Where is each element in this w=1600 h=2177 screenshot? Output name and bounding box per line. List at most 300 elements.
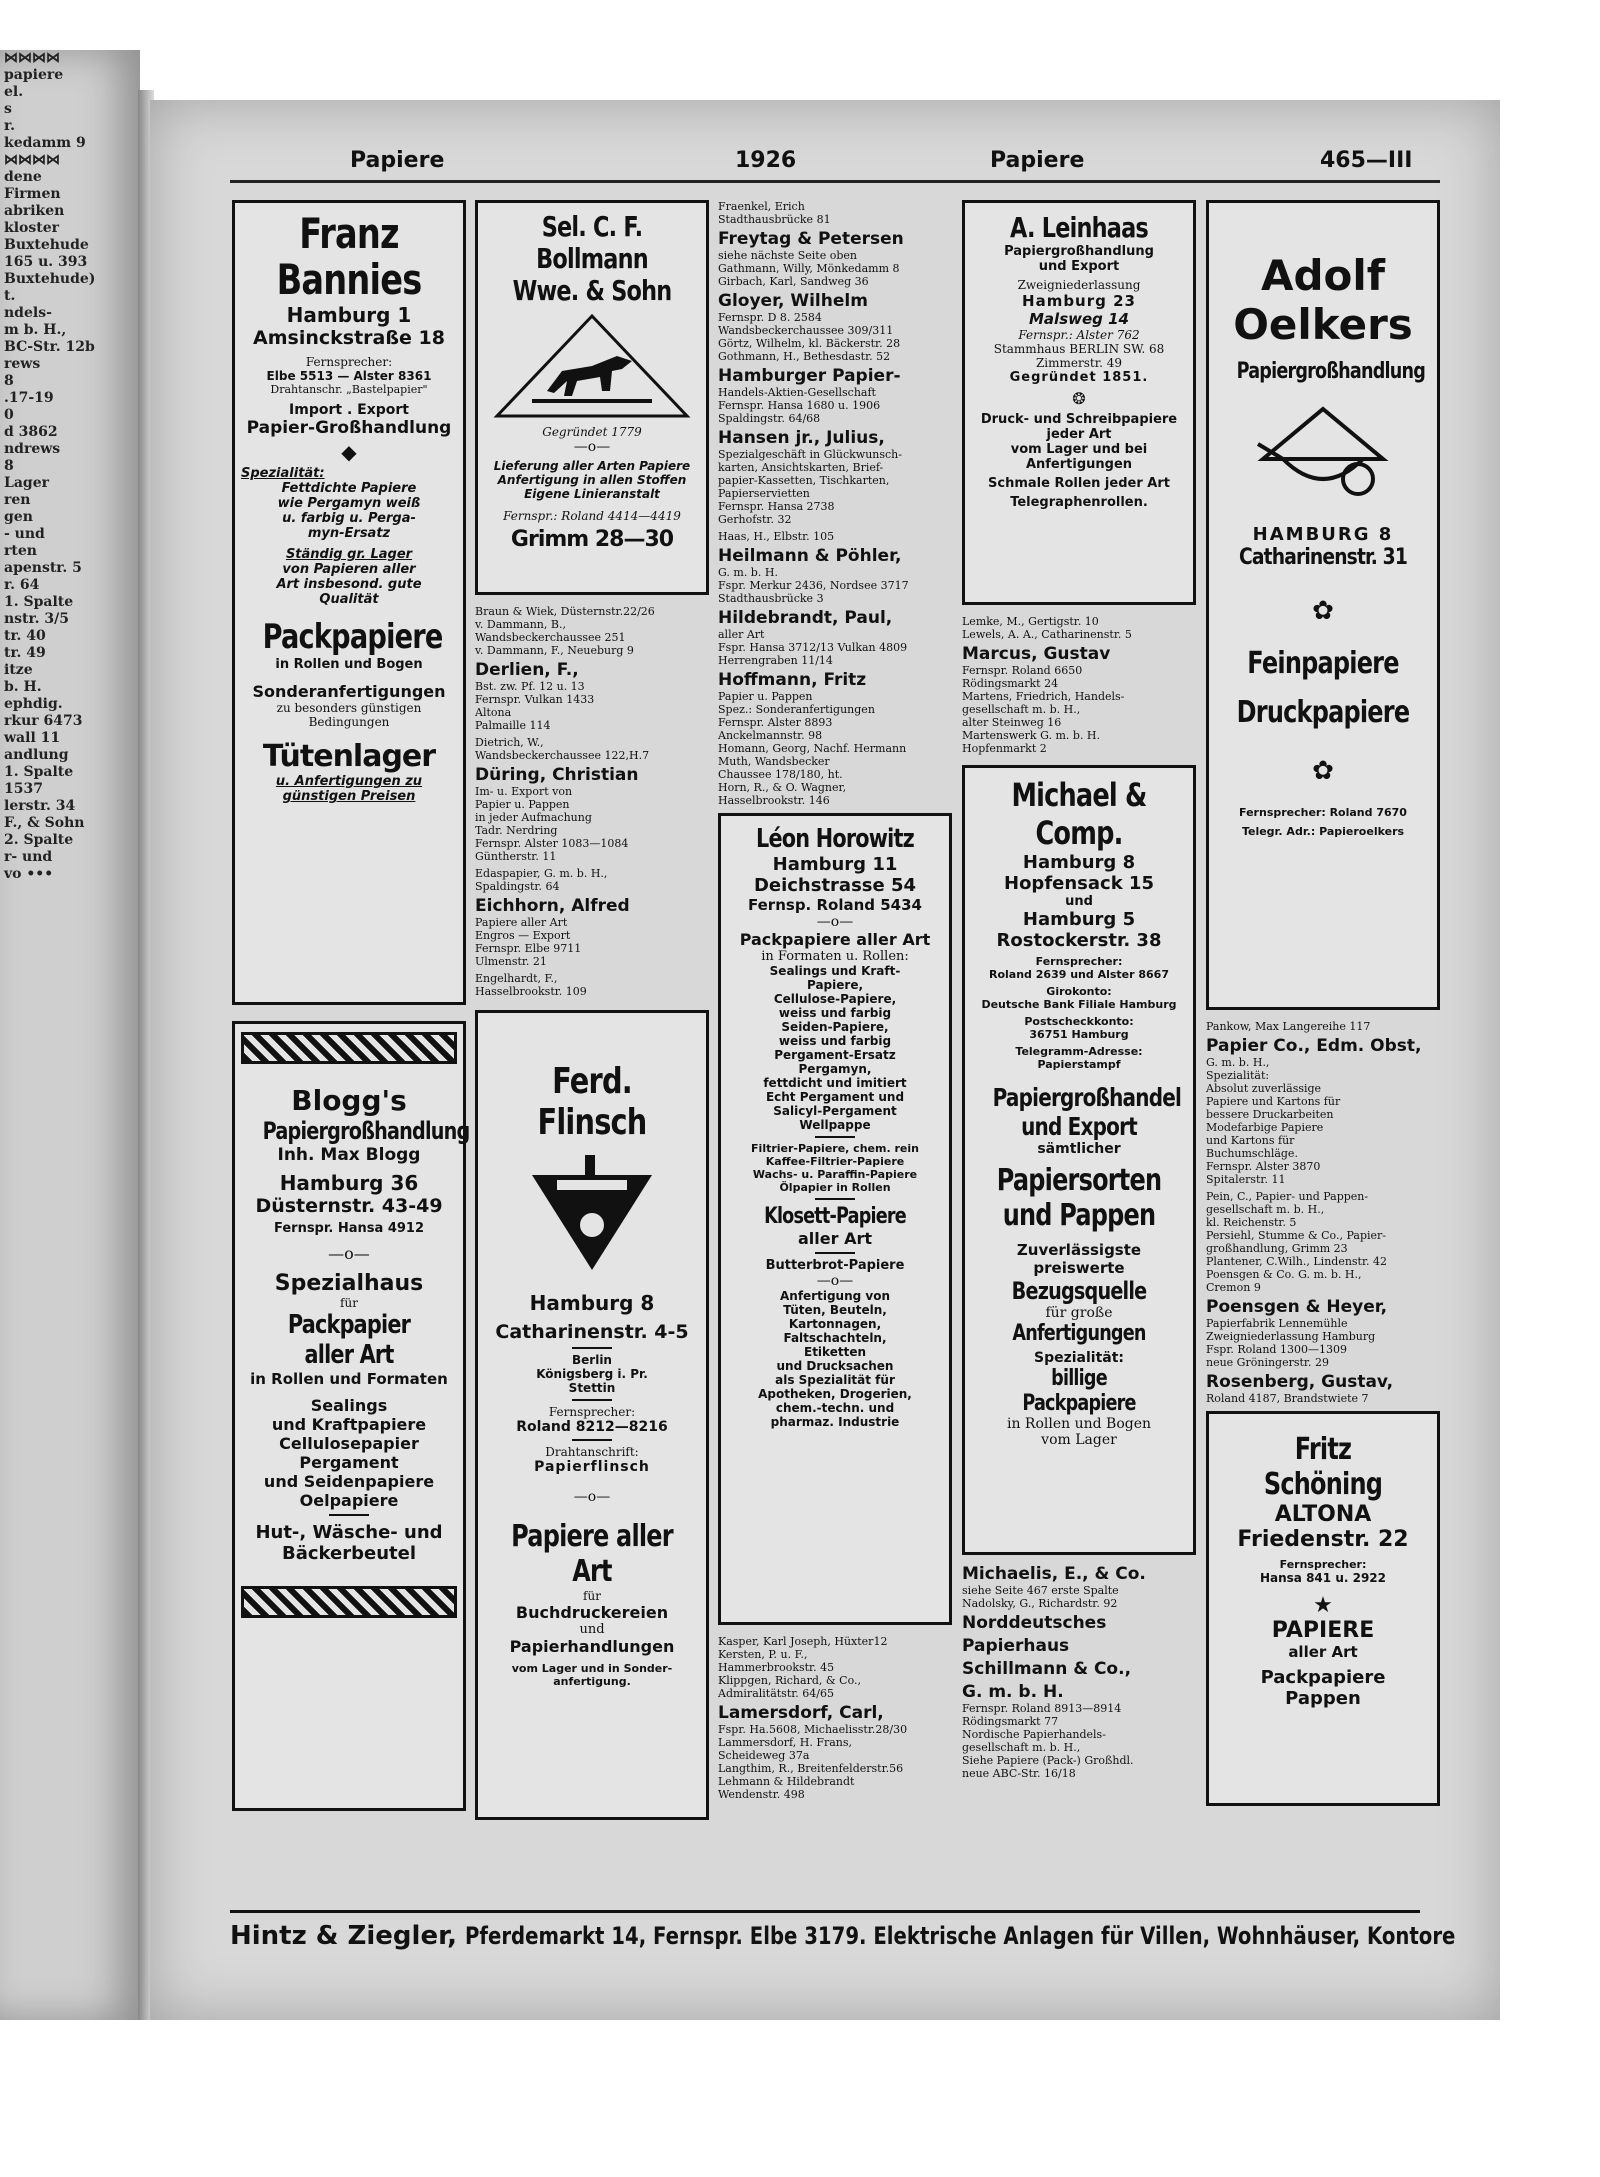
trade: Papiergroßhandel: [992, 1083, 1182, 1112]
product-item: Pergament-Ersatz: [774, 1048, 896, 1062]
previous-page-line: ndels-: [4, 305, 52, 321]
previous-page-line: tr. 40: [4, 628, 46, 644]
phone: Fernsprecher: Roland 7670: [1239, 806, 1407, 819]
directory-entry: [962, 615, 1196, 641]
forms-line: in Formaten u. Rollen:: [761, 949, 909, 964]
entry-line: Martens, Friedrich, Handels-: [962, 690, 1125, 703]
entry-line: Girbach, Karl, Sandweg 36: [718, 275, 869, 288]
entry-name: Heilmann & Pöhler,: [718, 546, 902, 566]
flinsch-shield-logo: [527, 1155, 657, 1275]
specialty-line: u. farbig u. Perga-: [282, 511, 416, 526]
divider: [572, 1399, 612, 1401]
listing-group: [475, 605, 709, 998]
phone: Elbe 5513 — Alster 8361: [266, 369, 432, 383]
filter-item: Kaffee-Filtrier-Papiere: [765, 1155, 905, 1168]
street: Catharinenstr. 31: [1239, 545, 1407, 570]
entry-line: Plantener, C.Wilh., Lindenstr. 42: [1206, 1255, 1388, 1268]
text-line: Papierhandlungen: [509, 1637, 675, 1656]
directory-entry: [962, 1565, 1196, 1610]
entry-line: Fernspr. D 8. 2584: [718, 311, 822, 324]
manufacturing-item: Etiketten: [804, 1345, 866, 1359]
company-name: Ferd. Flinsch: [537, 1061, 647, 1143]
entry-line: Cremon 9: [1206, 1281, 1261, 1294]
entry-line: Kasper, Karl Joseph, Hüxter12: [718, 1635, 888, 1648]
phone-label: Fernsprecher:: [1035, 955, 1123, 968]
previous-page-line: kedamm 9: [4, 135, 86, 151]
previous-page-line: ren: [4, 492, 31, 508]
text-line: Schmale Rollen jeder Art: [988, 476, 1170, 491]
street: Friedenstr. 22: [1237, 1527, 1409, 1552]
entry-line: Wandsbeckerchaussee 251: [475, 631, 626, 644]
cart-logo: [1253, 404, 1393, 504]
entry-line: Papierfabrik Lennemühle: [1206, 1317, 1348, 1330]
previous-page-line: tr. 49: [4, 645, 46, 661]
print-paper-heading: Druckpapiere: [1236, 695, 1410, 730]
product-item: weiss und farbig: [778, 1034, 892, 1048]
text-line: in Rollen und Bogen: [1006, 1416, 1152, 1432]
owner: Inh. Max Blogg: [277, 1145, 421, 1165]
product-item: und Kraftpapiere: [271, 1415, 427, 1434]
ornament: —o—: [816, 914, 854, 930]
ornament: —o—: [573, 439, 611, 455]
column-5: [1206, 200, 1440, 1816]
entry-name: Eichhorn, Alfred: [475, 896, 630, 916]
entry-line: karten, Ansichtskarten, Brief-: [718, 461, 884, 474]
city: ALTONA: [1274, 1502, 1372, 1527]
entry-line: Fernspr. Elbe 9711: [475, 942, 582, 955]
city: HAMBURG 8: [1252, 524, 1394, 545]
company-name: Léon Horowitz: [756, 824, 914, 854]
footer-advertisement: [230, 1910, 1456, 1951]
previous-page-line: ephdig.: [4, 696, 63, 712]
previous-page-line: BC-Str. 12b: [4, 339, 95, 355]
entry-line: Im- u. Export von: [475, 785, 573, 798]
product-item: Seiden-Papiere,: [781, 1020, 889, 1034]
text-line: Druck- und Schreibpapiere: [980, 412, 1178, 427]
previous-page-line: - und: [4, 526, 45, 542]
header-right: Papiere: [990, 148, 1085, 173]
street: Amsinckstraße 18: [253, 327, 445, 349]
source-heading: Bezugsquelle: [1011, 1277, 1147, 1305]
entry-line: Fernspr. Hansa 2738: [718, 500, 835, 513]
telegram: Telegr. Adr.: Papieroelkers: [1241, 825, 1405, 838]
flower-ornament-icon: ✿: [1312, 596, 1334, 626]
entry-line: Rödingsmarkt 24: [962, 677, 1059, 690]
giro: Deutsche Bank Filiale Hamburg: [981, 998, 1177, 1011]
branch-list: [484, 1353, 700, 1395]
directory-entry: [718, 1635, 952, 1700]
product-item: Pergamyn,: [798, 1062, 872, 1076]
previous-page-line: Buxtehude: [4, 237, 89, 253]
text-line: vom Lager und bei: [1010, 442, 1148, 457]
phone: Fernsp. Roland 5434: [748, 896, 922, 914]
entry-line: Lammersdorf, H. Frans,: [718, 1736, 852, 1749]
branch: Stettin: [568, 1381, 616, 1395]
entry-name: Gloyer, Wilhelm: [718, 291, 868, 311]
city: Hamburg 23: [1022, 292, 1136, 310]
bags-line: günstigen Preisen: [282, 789, 416, 804]
entry-line: bessere Druckarbeiten: [1206, 1108, 1334, 1121]
product-item: und Seidenpapiere: [263, 1472, 435, 1491]
entry-name: Poensgen & Heyer,: [1206, 1297, 1388, 1317]
entry-line: Spezialgeschäft in Glückwunsch-: [718, 448, 902, 461]
divider: [572, 1439, 612, 1441]
directory-entry: [718, 1704, 952, 1801]
entry-line: Papier u. Pappen: [475, 798, 570, 811]
previous-page-line: kloster: [4, 220, 59, 236]
pack-subline: in Rollen und Bogen: [275, 657, 423, 672]
ad-leon-horowitz: [718, 813, 952, 1625]
entry-line: gesellschaft m. b. H.,: [1206, 1203, 1325, 1216]
entry-line: Papierservietten: [718, 487, 810, 500]
directory-entry: [1206, 1373, 1440, 1405]
entry-line: Engros — Export: [475, 929, 571, 942]
manufacturing-item: Faltschachteln,: [783, 1331, 887, 1345]
street: Hopfensack 15: [1004, 873, 1154, 894]
flower-ornament-icon: ✿: [1312, 756, 1334, 786]
previous-page-line: d 3862: [4, 424, 58, 440]
sorts-heading-2: und Pappen: [1002, 1198, 1156, 1233]
previous-page-line: rten: [4, 543, 37, 559]
bags-line: u. Anfertigungen zu: [275, 774, 423, 789]
previous-page-line: 8: [4, 458, 14, 474]
divider: [572, 1347, 612, 1349]
entry-line: Spezialität:: [1206, 1069, 1270, 1082]
stock-line: Art insbesond. gute: [276, 577, 422, 592]
phone: Roland 2639 und Alster 8667: [989, 968, 1169, 981]
previous-page-line: 2. Spalte: [4, 832, 74, 848]
entry-line: Modefarbige Papiere: [1206, 1121, 1324, 1134]
previous-page-line: 0: [4, 407, 14, 423]
phone: Fernspr.: Roland 4414—4419: [503, 509, 681, 523]
entry-line: Fspr. Merkur 2436, Nordsee 3717: [718, 579, 909, 592]
listing-group: [718, 1635, 952, 1801]
trade-line-2: und Export: [1038, 259, 1120, 274]
entry-line: Chaussee 178/180, ht.: [718, 768, 843, 781]
header-left: Papiere: [350, 148, 445, 173]
entry-line: Dietrich, W.,: [475, 736, 544, 749]
entry-line: Klippgen, Richard, & Co.,: [718, 1674, 861, 1687]
phone: Fernspr.: Alster 762: [1018, 328, 1140, 342]
text-line: für große: [1045, 1305, 1113, 1321]
entry-line: papier-Kassetten, Tischkarten,: [718, 474, 890, 487]
headquarters-street: Zimmerstr. 49: [1035, 356, 1123, 370]
entry-line: Stadthausbrücke 3: [718, 592, 824, 605]
company-name-line-2: Wwe. & Sohn: [512, 274, 672, 307]
previous-page-line: 1537: [4, 781, 43, 797]
entry-line: Hasselbrookstr. 109: [475, 985, 587, 998]
text-line: anfertigung.: [553, 1675, 631, 1688]
entry-line: Fernspr. Roland 8913—8914: [962, 1702, 1122, 1715]
ornament: —o—: [328, 1244, 370, 1263]
entry-line: Lehmann & Hildebrandt: [718, 1775, 855, 1788]
phone-label: Fernsprecher:: [548, 1405, 636, 1419]
custom-line: zu besonders günstigen: [276, 701, 422, 715]
manufacturing-item: als Spezialität für: [775, 1373, 895, 1387]
entry-line: Braun & Wiek, Düsternstr.22/26: [475, 605, 655, 618]
entry-line: Herrengraben 11/14: [718, 654, 833, 667]
listing-group: [962, 615, 1196, 755]
entry-line: Persiehl, Stumme & Co., Papier-: [1206, 1229, 1386, 1242]
custom-line: Bedingungen: [308, 715, 390, 729]
previous-page-line: itze: [4, 662, 33, 678]
directory-entry: [1206, 1020, 1440, 1033]
product-item: Papiere,: [806, 978, 864, 992]
founded: Gegründet 1779: [542, 425, 642, 439]
entry-line: Scheideweg 37a: [718, 1749, 810, 1762]
company-name: Adolf: [1260, 251, 1386, 300]
telegram: Drahtanschr. „Bastelpapier": [270, 383, 428, 396]
product-item: fettdicht und imitiert: [763, 1076, 907, 1090]
directory-entry: [475, 897, 709, 968]
entry-line: Spitalerstr. 11: [1206, 1173, 1286, 1186]
entry-line: v. Dammann, F., Neueburg 9: [475, 644, 634, 657]
founded: Gegründet 1851.: [1009, 370, 1149, 385]
directory-entry: [475, 736, 709, 762]
entry-line: Fernspr. Alster 8893: [718, 716, 833, 729]
extra-line: Hut-, Wäsche- und: [255, 1522, 443, 1543]
specialty-line: Fettdichte Papiere: [281, 481, 417, 496]
company-name: Fritz Schöning: [1263, 1432, 1383, 1502]
entry-line: Poensgen & Co. G. m. b. H.,: [1206, 1268, 1362, 1281]
entry-line: aller Art: [718, 628, 765, 641]
header-rule: [230, 180, 1440, 183]
custom-heading: Sonderanfertigungen: [252, 682, 446, 701]
entry-name: Düring, Christian: [475, 765, 639, 785]
manufacturing-item: und Drucksachen: [776, 1359, 894, 1373]
page-header: [150, 148, 1500, 174]
entry-line: Muth, Wandsbecker: [718, 755, 830, 768]
previous-page-line: andlung: [4, 747, 69, 763]
company-name: Sel. C. F. Bollmann: [536, 210, 648, 275]
entry-line: Wendenstr. 498: [718, 1788, 805, 1801]
telegram: Papierstampf: [1037, 1058, 1121, 1071]
city: Hamburg 8: [1022, 852, 1136, 873]
entry-line: Hasselbrookstr. 146: [718, 794, 830, 807]
city: Hamburg 1: [286, 303, 412, 327]
directory-entry: [475, 661, 709, 732]
previous-page-line: nstr. 3/5: [4, 611, 69, 627]
ad-bloggs: [232, 1021, 470, 1811]
previous-page-fragment: [0, 50, 140, 2020]
directory-entry: [718, 609, 952, 667]
previous-page-line: 8: [4, 373, 14, 389]
manufacturing-item: Kartonnagen,: [788, 1317, 882, 1331]
entry-name: Lamersdorf, Carl,: [718, 1703, 884, 1723]
headquarters: Stammhaus BERLIN SW. 68: [993, 342, 1165, 356]
previous-page-line: lerstr. 34: [4, 798, 76, 814]
entry-line: und Kartons für: [1206, 1134, 1295, 1147]
text-line: Eigene Linieranstalt: [524, 487, 660, 501]
closet-line: aller Art: [798, 1229, 872, 1248]
text-line: sämtlicher: [1037, 1141, 1121, 1157]
entry-line: Fspr. Roland 1300—1309: [1206, 1343, 1347, 1356]
and-label: und: [1065, 894, 1093, 909]
pappen-heading: Pappen: [1285, 1688, 1361, 1709]
product-item: Sealings: [310, 1396, 388, 1415]
entry-line: Nadolsky, G., Richardstr. 92: [962, 1597, 1118, 1610]
entry-line: Gathmann, Willy, Mönkedamm 8: [718, 262, 900, 275]
postal-check: 36751 Hamburg: [1029, 1028, 1129, 1041]
text-line: preiswerte: [1033, 1259, 1125, 1277]
directory-entry: [962, 1637, 1196, 1656]
entry-line: Buchumschläge.: [1206, 1147, 1298, 1160]
previous-page-line: ⋈⋈⋈⋈: [4, 152, 60, 168]
entry-line: Wandsbeckerchaussee 309/311: [718, 324, 894, 337]
entry-line: Papier u. Pappen: [718, 690, 813, 703]
orders-heading: Anfertigungen: [1012, 1321, 1146, 1346]
filter-item: Ölpapier in Rollen: [779, 1181, 891, 1194]
previous-page-line: Lager: [4, 475, 49, 491]
entry-name: G. m. b. H.: [962, 1682, 1064, 1702]
telegram: Papierflinsch: [534, 1459, 650, 1475]
entry-line: Fraenkel, Erich: [718, 200, 805, 213]
column-1: [232, 200, 470, 1821]
ad-leinhaas: [962, 200, 1196, 605]
manufacturing-item: Tüten, Beuteln,: [783, 1303, 887, 1317]
entry-line: Fernspr. Hansa 1680 u. 1906: [718, 399, 881, 412]
listing-group: [718, 200, 952, 807]
specialty-label: Spezialität:: [1033, 1350, 1125, 1366]
city: Hamburg 36: [279, 1171, 419, 1195]
entry-line: Güntherstr. 11: [475, 850, 557, 863]
phone-label: Fernsprecher:: [1279, 1558, 1367, 1571]
special-heading: Spezialhaus: [274, 1271, 424, 1296]
entry-line: Spaldingstr. 64: [475, 880, 560, 893]
stock-line: von Papieren aller: [282, 562, 416, 577]
manufacturing-list: [727, 1289, 943, 1429]
entry-name: Michaelis, E., & Co.: [962, 1564, 1146, 1584]
product-item: Oelpapiere: [299, 1491, 399, 1510]
entry-name: Freytag & Petersen: [718, 229, 904, 249]
directory-entry: [1206, 1298, 1440, 1369]
entry-line: gesellschaft m. b. H.,: [962, 1741, 1081, 1754]
entry-line: Fernspr. Alster 3870: [1206, 1160, 1321, 1173]
entry-line: Absolut zuverlässige: [1206, 1082, 1322, 1095]
text-line: aller Art: [1288, 1643, 1358, 1661]
entry-name: Rosenberg, Gustav,: [1206, 1372, 1394, 1392]
previous-page-line: 1. Spalte: [4, 594, 74, 610]
previous-page-line: vo •••: [4, 866, 54, 882]
previous-page-line: papiere: [4, 67, 64, 83]
extra-line: Bäckerbeutel: [282, 1543, 416, 1564]
directory-entry: [962, 1614, 1196, 1633]
pack-heading: Packpapiere aller Art: [739, 930, 931, 949]
directory-page: [150, 100, 1500, 2020]
entry-line: Bst. zw. Pf. 12 u. 13: [475, 680, 585, 693]
entry-line: Gothmann, H., Bethesdastr. 52: [718, 350, 891, 363]
entry-line: G. m. b. H.,: [1206, 1056, 1270, 1069]
previous-page-line: apenstr. 5: [4, 560, 82, 576]
text-line: Telegraphenrollen.: [1010, 495, 1148, 510]
phone-label: Fernsprecher:: [305, 355, 393, 369]
directory-entry: [718, 429, 952, 526]
text-line: Zuverlässigste: [1016, 1241, 1142, 1259]
entry-line: Palmaille 114: [475, 719, 551, 732]
entry-line: Gerhofstr. 32: [718, 513, 792, 526]
previous-page-line: 165 u. 393: [4, 254, 88, 270]
entry-line: Horn, R., & O. Wagner,: [718, 781, 847, 794]
entry-line: in jeder Aufmachung: [475, 811, 592, 824]
text-line: Buchdruckereien: [515, 1603, 669, 1622]
ornament-icon: ❂: [1072, 389, 1086, 408]
company-name: Franz Bannies: [276, 209, 422, 304]
product-list: [727, 964, 943, 1132]
directory-entry: [475, 605, 709, 657]
previous-page-line: r- und: [4, 849, 53, 865]
listing-group: [1206, 1020, 1440, 1405]
entry-line: kl. Reichenstr. 5: [1206, 1216, 1297, 1229]
branch-label: Zweigniederlassung: [1017, 278, 1141, 292]
product-list: [241, 1396, 457, 1510]
entry-line: Fernspr. Roland 6650: [962, 664, 1083, 677]
company-name: Michael & Comp.: [1011, 776, 1147, 852]
trade-line-2: und Export: [1021, 1112, 1137, 1141]
entry-line: Handels-Aktien-Gesellschaft: [718, 386, 876, 399]
entry-name: Schillmann & Co.,: [962, 1659, 1132, 1679]
product-item: Wellpappe: [799, 1118, 871, 1132]
company-name: Blogg's: [291, 1084, 407, 1117]
postal-check-label: Postscheckkonto:: [1024, 1015, 1134, 1028]
specialty-label: Spezialität:: [241, 466, 325, 481]
previous-page-line: dene: [4, 169, 42, 185]
telegram-label: Drahtanschrift:: [545, 1445, 639, 1459]
phone: Hansa 841 u. 2922: [1259, 1571, 1386, 1585]
text-line: Lieferung aller Arten Papiere: [493, 459, 691, 473]
entry-line: Fernspr. Alster 1083—1084: [475, 837, 629, 850]
company-name: A. Leinhaas: [1010, 211, 1148, 244]
previous-page-line: r. 64: [4, 577, 40, 593]
product-item: Sealings und Kraft-: [769, 964, 901, 978]
column-2: [475, 200, 709, 1830]
giro-label: Girokonto:: [1046, 985, 1112, 998]
trade: Papiergroßhandlung: [262, 1117, 470, 1145]
text-line: und: [579, 1622, 605, 1637]
company-name-line-2: Oelkers: [1233, 300, 1413, 349]
previous-page-line: m b. H.,: [4, 322, 67, 338]
city-2: Hamburg 5: [1022, 909, 1136, 930]
previous-page-line: el.: [4, 84, 24, 100]
ornament: —o—: [816, 1273, 854, 1289]
entry-line: Admiralitätstr. 64/65: [718, 1687, 834, 1700]
text-line: vom Lager: [1041, 1432, 1117, 1448]
entry-line: alter Steinweg 16: [962, 716, 1062, 729]
pack-subline: in Rollen und Formaten: [250, 1370, 448, 1388]
street: Grimm 28—30: [510, 527, 674, 552]
column-3: [718, 200, 952, 1805]
entry-line: Fspr. Ha.5608, Michaelisstr.28/30: [718, 1723, 908, 1736]
previous-page-line: t.: [4, 288, 16, 304]
entry-line: Homann, Georg, Nachf. Hermann: [718, 742, 907, 755]
directory-entry: [718, 200, 952, 226]
street: Düsternstr. 43-49: [255, 1195, 443, 1217]
entry-line: Kersten, P. u. F.,: [718, 1648, 808, 1661]
text-line: vom Lager und in Sonder-: [511, 1662, 673, 1675]
footer-text: Pferdemarkt 14, Fernspr. Elbe 3179. Elektrische Anlagen für Villen, Wohnhäuser, Kontore: [465, 1922, 1456, 1950]
directory-entry: [718, 367, 952, 425]
directory-entry: [1206, 1037, 1440, 1186]
directory-entry: [962, 1660, 1196, 1679]
city: Hamburg 11: [772, 854, 898, 875]
trade: Papier-Großhandlung: [246, 418, 452, 438]
entry-line: Hopfenmarkt 2: [962, 742, 1047, 755]
entry-line: G. m. b. H.: [718, 566, 778, 579]
previous-page-line: rkur 6473: [4, 713, 83, 729]
entry-name: Hoffmann, Fritz: [718, 670, 867, 690]
entry-line: neue ABC-Str. 16/18: [962, 1767, 1076, 1780]
entry-line: Papiere und Kartons für: [1206, 1095, 1341, 1108]
ad-franz-bannies: [232, 200, 466, 1005]
